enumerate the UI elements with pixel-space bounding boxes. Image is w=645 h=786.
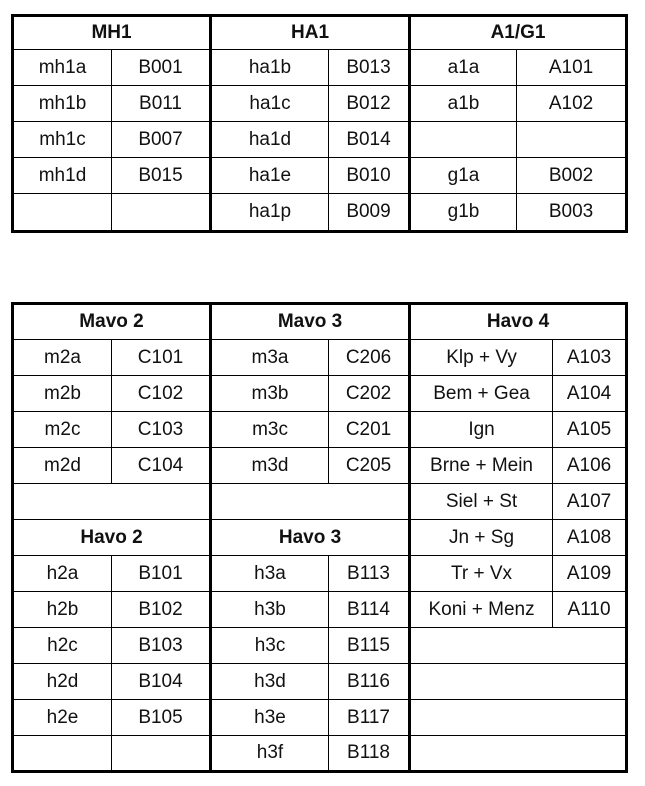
cell-room: B101 [112,556,211,592]
cell-room: B104 [112,664,211,700]
cell-room: A108 [553,520,627,556]
cell-empty [13,736,112,772]
table-row [13,484,627,520]
cell-room: B014 [329,122,410,158]
cell-room: B116 [329,664,410,700]
cell-room: A109 [553,556,627,592]
header-ha1: HA1 [211,16,410,50]
cell-room: C202 [329,376,410,412]
cell-class: m3d [211,448,329,484]
cell-room: B115 [329,628,410,664]
cell-class: Jn + Sg [410,520,553,556]
header-mh1: MH1 [13,16,211,50]
cell-class: Brne + Mein [410,448,553,484]
cell-class: h2a [13,556,112,592]
cell-class: h3f [211,736,329,772]
cell-class: Siel + St [410,484,553,520]
cell-class: Ign [410,412,553,448]
cell-empty [13,194,112,232]
cell-room: A105 [553,412,627,448]
cell-class: Bem + Gea [410,376,553,412]
cell-class: h2e [13,700,112,736]
cell-empty [112,736,211,772]
cell-room: C102 [112,376,211,412]
cell-room: C205 [329,448,410,484]
cell-room: B103 [112,628,211,664]
cell-room: B003 [517,194,627,232]
cell-room: B114 [329,592,410,628]
cell-class: Tr + Vx [410,556,553,592]
cell-class: m2b [13,376,112,412]
cell-room: B105 [112,700,211,736]
cell-class: mh1c [13,122,112,158]
table-row [13,664,627,700]
table-header-row [13,16,627,50]
cell-class: mh1b [13,86,112,122]
cell-room: B102 [112,592,211,628]
cell-room: C101 [112,340,211,376]
cell-room: B002 [517,158,627,194]
cell-room: A103 [553,340,627,376]
cell-class: a1b [410,86,517,122]
cell-room: A107 [553,484,627,520]
cell-class: h2c [13,628,112,664]
cell-class: h3a [211,556,329,592]
cell-room: A106 [553,448,627,484]
table-row [13,412,627,448]
table-row [13,50,627,86]
cell-class: ha1d [211,122,329,158]
cell-class: mh1d [13,158,112,194]
cell-class: ha1c [211,86,329,122]
cell-room: B011 [112,86,211,122]
cell-class: h3c [211,628,329,664]
cell-room: B118 [329,736,410,772]
header-mavo2: Mavo 2 [13,304,211,340]
cell-class: m2c [13,412,112,448]
cell-room: B013 [329,50,410,86]
table-row [13,448,627,484]
table-mavo-havo [11,302,628,773]
cell-room: C206 [329,340,410,376]
cell-room: B010 [329,158,410,194]
header-havo4: Havo 4 [410,304,627,340]
cell-room: C201 [329,412,410,448]
cell-class: mh1a [13,50,112,86]
cell-class: g1b [410,194,517,232]
cell-class: Klp + Vy [410,340,553,376]
cell-class: Koni + Menz [410,592,553,628]
cell-class: a1a [410,50,517,86]
table-row [13,194,627,232]
cell-empty [211,484,410,520]
header-a1g1: A1/G1 [410,16,627,50]
cell-class: ha1e [211,158,329,194]
header-havo2: Havo 2 [13,520,211,556]
table-mh1-ha1-a1g1 [11,14,628,233]
table-row [13,592,627,628]
table-row [13,340,627,376]
cell-empty [112,194,211,232]
cell-class: h3e [211,700,329,736]
cell-room: B012 [329,86,410,122]
cell-room: B113 [329,556,410,592]
table-row [13,158,627,194]
table-row [13,86,627,122]
cell-room: A110 [553,592,627,628]
cell-empty [410,664,627,700]
cell-class: m3a [211,340,329,376]
cell-class: g1a [410,158,517,194]
cell-empty [410,628,627,664]
cell-empty [13,484,211,520]
cell-class: m2d [13,448,112,484]
table-header-row [13,520,627,556]
table-row [13,628,627,664]
table-row [13,736,627,772]
cell-class: h3b [211,592,329,628]
cell-empty [410,700,627,736]
cell-class: h2d [13,664,112,700]
cell-room: B117 [329,700,410,736]
header-havo3: Havo 3 [211,520,410,556]
table-header-row [13,304,627,340]
table-row [13,556,627,592]
cell-class: h2b [13,592,112,628]
cell-room: A104 [553,376,627,412]
cell-empty [410,122,517,158]
table-row [13,122,627,158]
table-row [13,376,627,412]
cell-empty [410,736,627,772]
cell-class: m3c [211,412,329,448]
cell-room: B015 [112,158,211,194]
cell-class: m2a [13,340,112,376]
cell-class: h3d [211,664,329,700]
cell-class: ha1b [211,50,329,86]
header-mavo3: Mavo 3 [211,304,410,340]
cell-empty [517,122,627,158]
cell-class: ha1p [211,194,329,232]
cell-room: B007 [112,122,211,158]
cell-room: A101 [517,50,627,86]
cell-room: C104 [112,448,211,484]
cell-room: B001 [112,50,211,86]
cell-class: m3b [211,376,329,412]
cell-room: C103 [112,412,211,448]
table-row [13,700,627,736]
cell-room: B009 [329,194,410,232]
cell-room: A102 [517,86,627,122]
